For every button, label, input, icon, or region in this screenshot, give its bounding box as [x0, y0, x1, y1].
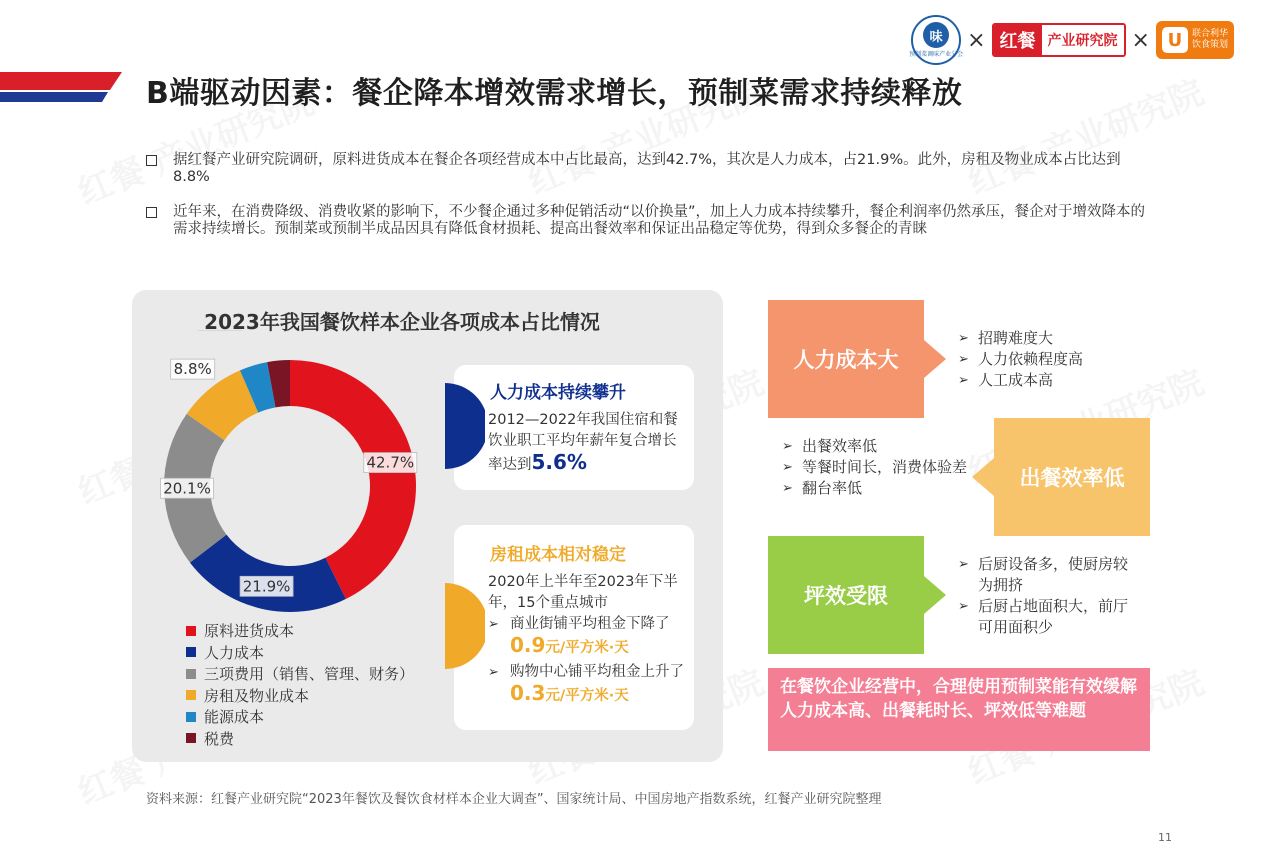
data-label — [171, 359, 215, 379]
factor-label-labor: 人力成本大 — [793, 348, 899, 372]
bullet-point — [146, 152, 1146, 186]
legend-item — [186, 685, 414, 707]
bullet-text: 近年来，在消费降级、消费收紧的影响下，不少餐企通过多种促销活动“以价换量”，加上人力成本持续攀升，餐企利润率仍然承压，餐企对于增效降本的需求持续增长。预制菜或预制半成品因具有降低食材损耗、提高出餐效率和保证出品稳定等优势，得到众多餐企的青睐 — [173, 204, 1146, 237]
half-circle-icon — [445, 383, 485, 469]
chart-legend — [186, 620, 414, 749]
legend-label: 能源成本 — [204, 708, 265, 727]
donut-slice — [190, 535, 346, 612]
donut-chart — [140, 330, 440, 630]
data-label — [161, 478, 214, 498]
svg-text:42.7%: 42.7% — [366, 453, 415, 472]
legend-swatch — [186, 669, 196, 679]
chart-title: 2023年我国餐饮样本企业各项成本占比情况 — [204, 310, 600, 334]
legend-swatch — [186, 712, 196, 722]
bullet-text: 据红餐产业研究院调研，原料进货成本在餐企各项经营成本中占比最高，达到42.7%，其次是人力成本，占21.9%。此外，房租及物业成本占比达到8.8% — [173, 152, 1121, 185]
hongcan-logo: 红餐 产业研究院 — [992, 23, 1126, 57]
bullet-point — [146, 204, 1146, 238]
legend-item — [186, 706, 414, 728]
data-label — [364, 453, 417, 473]
rent-card-item: ➢ 商业街铺平均租金下降了0.9元/平方米·天 — [488, 616, 670, 657]
legend-label: 人力成本 — [204, 643, 265, 662]
rent-card-intro: 2020年上半年至2023年下半年，15个重点城市 — [488, 574, 678, 611]
legend-label: 房租及物业成本 — [204, 686, 310, 705]
page-title: B端驱动因素：餐企降本增效需求增长，预制菜需求持续释放 — [146, 76, 963, 111]
legend-item — [186, 663, 414, 685]
conclusion-box: 在餐饮企业经营中，合理使用预制菜能有效缓解人力成本高、出餐耗时长、坪效低等难题 — [768, 668, 1150, 751]
legend-label: 原料进货成本 — [204, 622, 295, 641]
partner-logos — [911, 14, 1234, 66]
factor-label-space: 坪效受限 — [804, 584, 888, 608]
labor-card-text: 2012—2022年我国住宿和餐饮业职工平均年薪年复合增长率达到5.6% — [488, 412, 678, 474]
legend-swatch — [186, 626, 196, 636]
svg-text:21.9%: 21.9% — [242, 577, 291, 596]
association-logo: 味 预制菜调味产业分会 — [911, 15, 961, 65]
legend-label: 税费 — [204, 729, 235, 748]
header-stripe — [0, 72, 122, 102]
legend-swatch — [186, 647, 196, 657]
times-icon: × — [967, 27, 986, 53]
factor-label-efficiency: 出餐效率低 — [1019, 466, 1125, 490]
svg-text:20.1%: 20.1% — [163, 479, 211, 498]
legend-item — [186, 642, 414, 664]
page-number: 11 — [1158, 831, 1172, 844]
square-bullet-icon — [146, 207, 157, 218]
factor-list-efficiency: ➢ 出餐效率低 ➢ 等餐时间长，消费体验差 ➢ 翻台率低 — [782, 436, 972, 499]
labor-growth-value: 5.6% — [531, 450, 587, 474]
legend-item — [186, 728, 414, 750]
half-circle-icon — [445, 583, 485, 669]
legend-item — [186, 620, 414, 642]
data-label — [240, 576, 293, 596]
svg-text:8.8%: 8.8% — [173, 360, 212, 379]
times-icon: × — [1131, 27, 1150, 53]
square-bullet-icon — [146, 155, 157, 166]
donut-slice — [290, 360, 416, 599]
factor-list-space: ➢ 后厨设备多，使厨房较为拥挤 ➢ 后厨占地面积大，前厅可用面积少 — [958, 554, 1142, 638]
legend-swatch — [186, 733, 196, 743]
unilever-logo: U 联合利华 饮食策划 — [1156, 21, 1234, 59]
rent-card-item: ➢ 购物中心铺平均租金上升了0.3元/平方米·天 — [488, 664, 684, 705]
labor-card-heading: 人力成本持续攀升 — [490, 383, 626, 403]
legend-label: 三项费用（销售、管理、财务） — [204, 665, 415, 684]
factor-list-labor: ➢ 招聘难度大 ➢ 人力依赖程度高 ➢ 人工成本高 — [958, 328, 1138, 391]
rent-card-heading: 房租成本相对稳定 — [490, 545, 626, 565]
legend-swatch — [186, 690, 196, 700]
source-note: 资料来源：红餐产业研究院“2023年餐饮及餐饮食材样本企业大调查”、国家统计局、中国房地产指数系统，红餐产业研究院整理 — [146, 792, 882, 807]
